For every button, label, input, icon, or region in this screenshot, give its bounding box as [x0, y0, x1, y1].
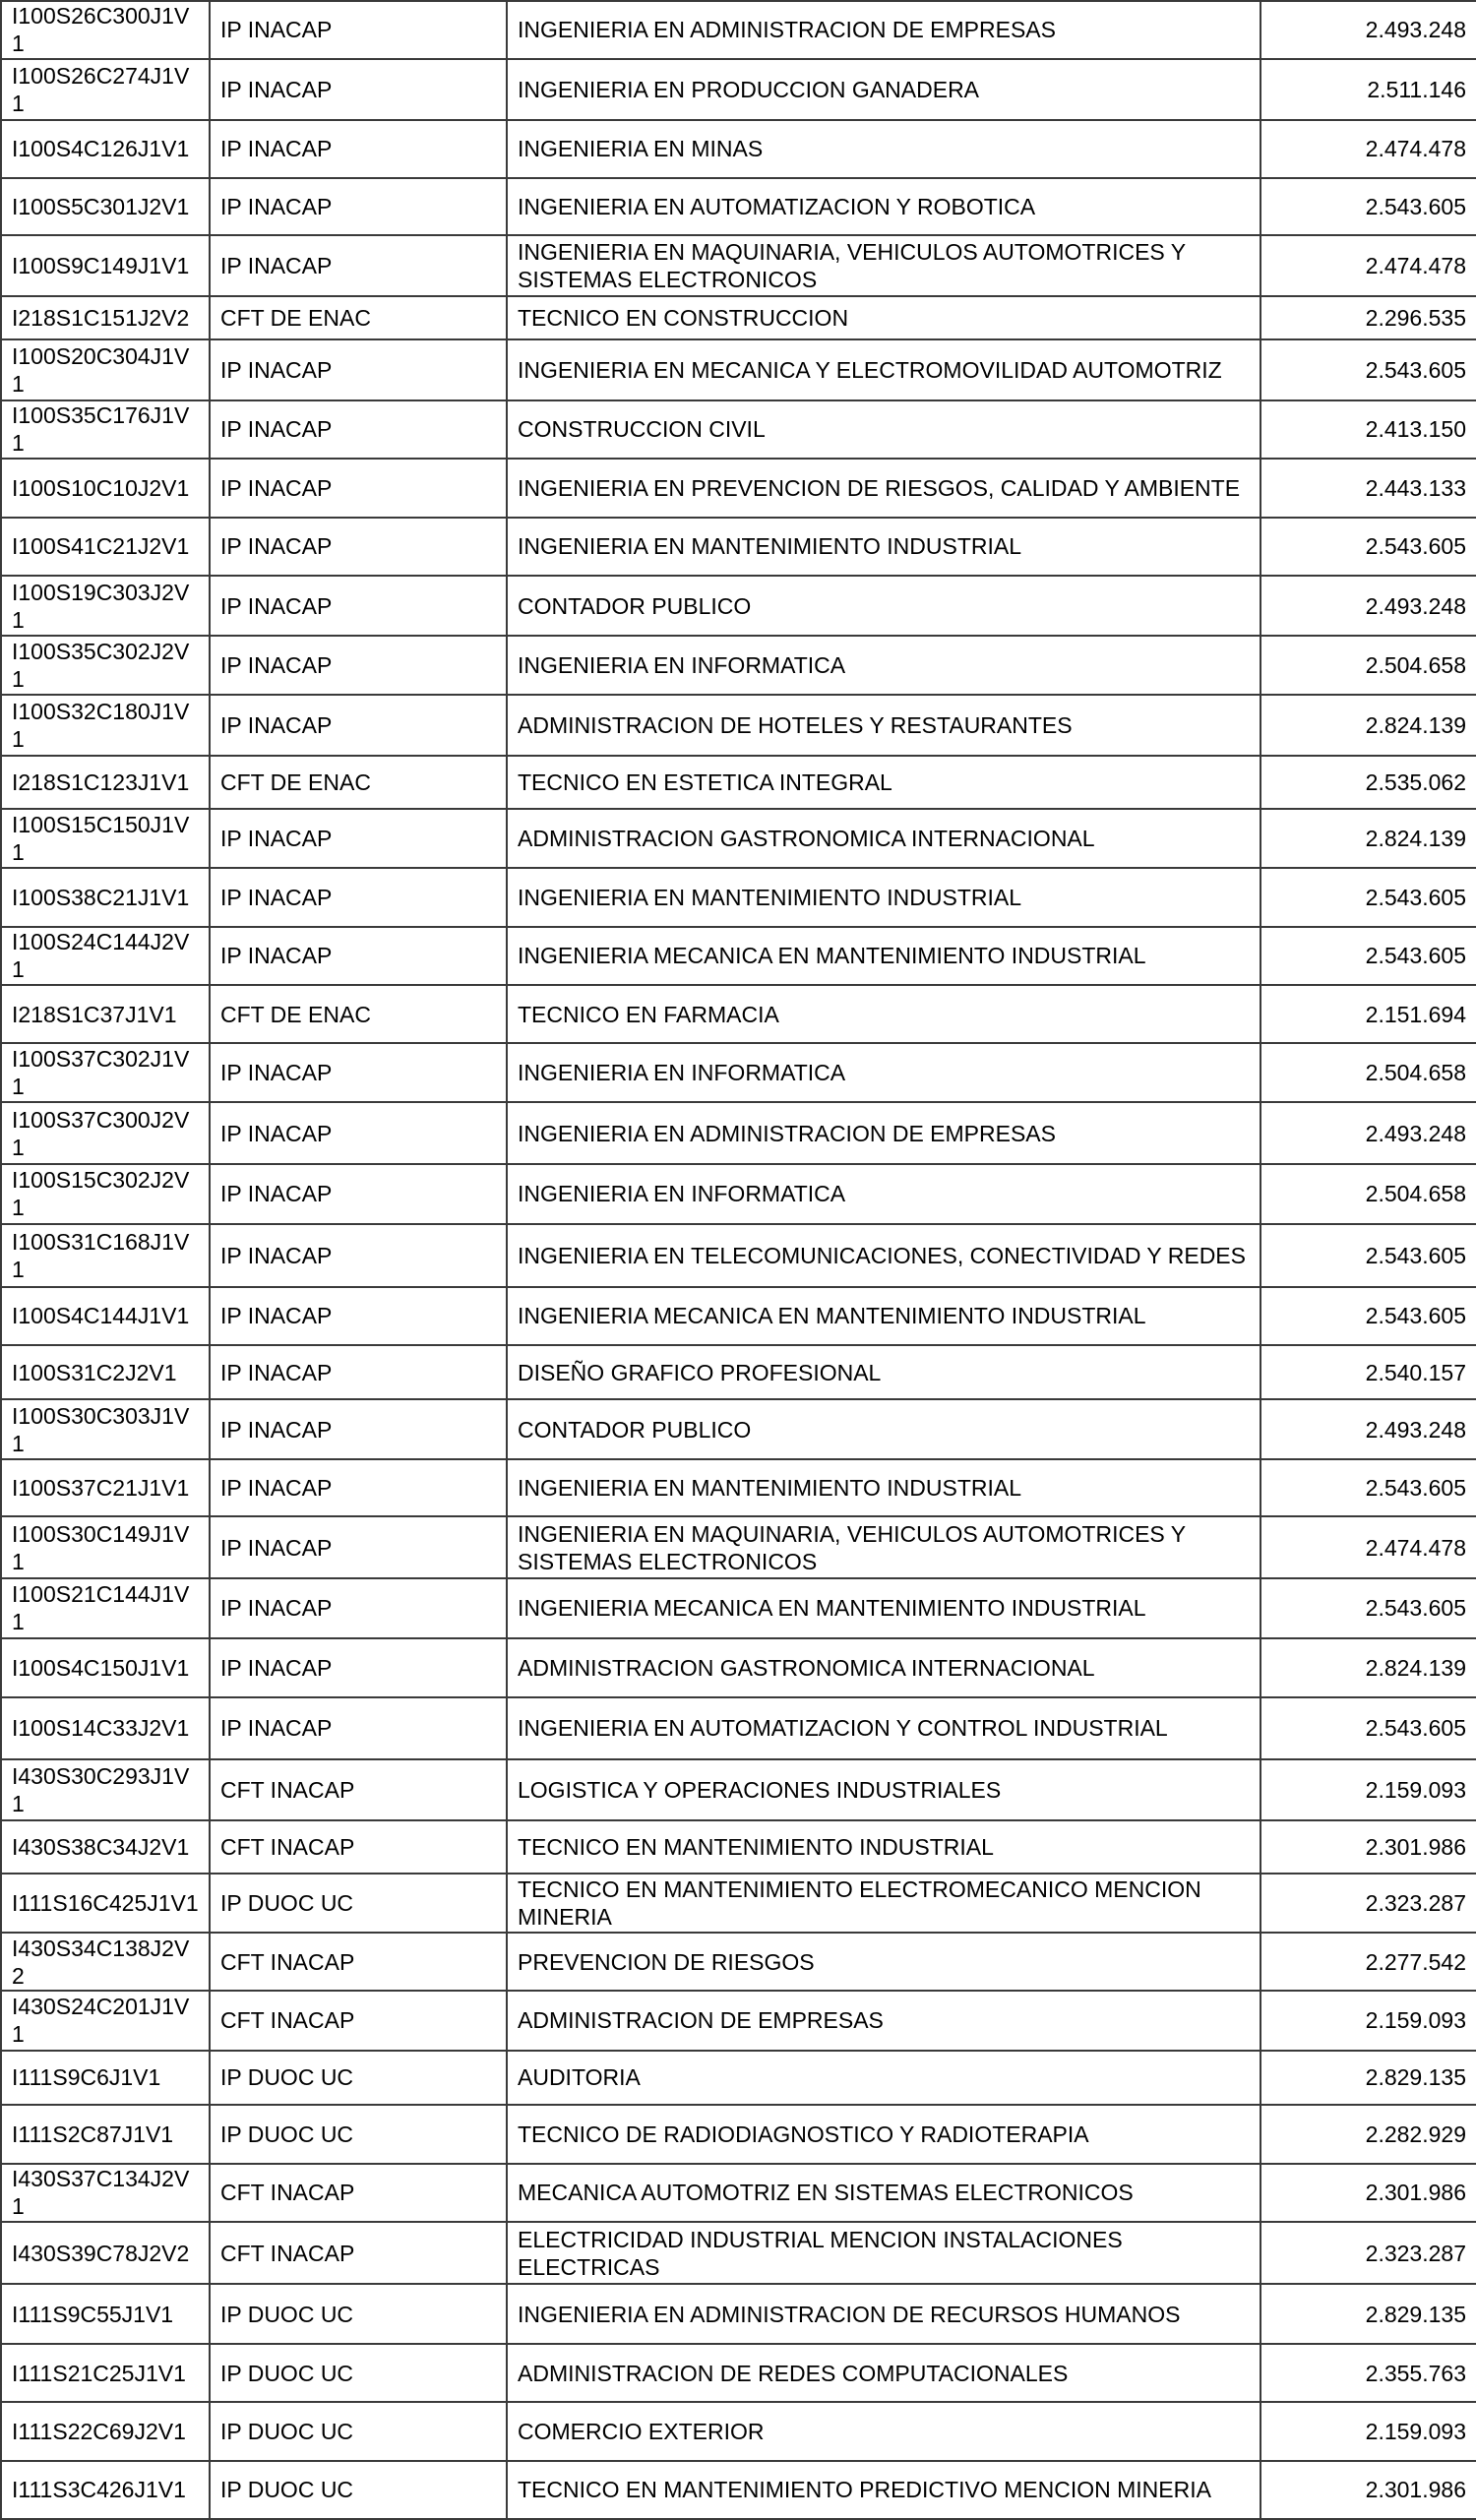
program-code: I100S35C302J2V1: [1, 636, 210, 695]
table-row: [1, 459, 1476, 518]
program-code: I100S5C301J2V1: [1, 178, 210, 236]
program-code: I100S15C302J2V1: [1, 1164, 210, 1224]
amount-value: 2.277.542: [1261, 1933, 1476, 1991]
table-row: [1, 2164, 1476, 2223]
table-row: [1, 1224, 1476, 1287]
institution-name: CFT INACAP: [210, 2164, 507, 2223]
amount-value: 2.824.139: [1261, 1638, 1476, 1697]
amount-value: 2.543.605: [1261, 1459, 1476, 1516]
institution-name: IP INACAP: [210, 1459, 507, 1516]
program-name: INGENIERIA EN AUTOMATIZACION Y ROBOTICA: [507, 178, 1261, 236]
program-code: I111S16C425J1V1: [1, 1874, 210, 1933]
institution-name: IP INACAP: [210, 1697, 507, 1759]
program-code: I100S9C149J1V1: [1, 235, 210, 296]
table-row: [1, 235, 1476, 296]
institution-name: IP INACAP: [210, 518, 507, 577]
program-name: INGENIERIA EN MANTENIMIENTO INDUSTRIAL: [507, 868, 1261, 927]
table-row: [1, 1638, 1476, 1697]
program-code: I111S9C55J1V1: [1, 2284, 210, 2344]
program-name: ADMINISTRACION DE HOTELES Y RESTAURANTES: [507, 695, 1261, 756]
amount-value: 2.493.248: [1261, 1399, 1476, 1459]
program-code: I100S35C176J1V1: [1, 400, 210, 459]
table-row: [1, 927, 1476, 986]
program-name: INGENIERIA EN MECANICA Y ELECTROMOVILIDAD AUTOMOTRIZ: [507, 339, 1261, 400]
program-name: INGENIERIA EN MINAS: [507, 120, 1261, 178]
program-name: TECNICO EN MANTENIMIENTO INDUSTRIAL: [507, 1820, 1261, 1875]
institution-name: CFT INACAP: [210, 1759, 507, 1820]
program-code: I111S2C87J1V1: [1, 2105, 210, 2164]
table-row: [1, 695, 1476, 756]
program-code: I430S34C138J2V2: [1, 1933, 210, 1991]
amount-value: 2.535.062: [1261, 756, 1476, 809]
amount-value: 2.301.986: [1261, 2461, 1476, 2519]
program-name: LOGISTICA Y OPERACIONES INDUSTRIALES: [507, 1759, 1261, 1820]
program-name: PREVENCION DE RIESGOS: [507, 1933, 1261, 1991]
program-code: I100S14C33J2V1: [1, 1697, 210, 1759]
program-code: I430S38C34J2V1: [1, 1820, 210, 1875]
table-row: [1, 296, 1476, 339]
program-name: ADMINISTRACION DE EMPRESAS: [507, 1991, 1261, 2051]
table-row: [1, 1459, 1476, 1516]
amount-value: 2.504.658: [1261, 636, 1476, 695]
table-row: [1, 2402, 1476, 2461]
program-name: INGENIERIA MECANICA EN MANTENIMIENTO INDUSTRIAL: [507, 1578, 1261, 1638]
amount-value: 2.543.605: [1261, 1224, 1476, 1287]
institution-name: IP INACAP: [210, 695, 507, 756]
table-row: [1, 1874, 1476, 1933]
program-code: I111S3C426J1V1: [1, 2461, 210, 2519]
institution-name: CFT INACAP: [210, 2222, 507, 2284]
table-row: [1, 868, 1476, 927]
program-code: I430S30C293J1V1: [1, 1759, 210, 1820]
program-name: CONTADOR PUBLICO: [507, 1399, 1261, 1459]
amount-value: 2.159.093: [1261, 1991, 1476, 2051]
program-name: TECNICO EN MANTENIMIENTO ELECTROMECANICO MENCION MINERIA: [507, 1874, 1261, 1933]
amount-value: 2.493.248: [1261, 1, 1476, 59]
institution-name: CFT INACAP: [210, 1991, 507, 2051]
institution-name: IP INACAP: [210, 1287, 507, 1345]
table-row: [1, 985, 1476, 1043]
institution-name: IP INACAP: [210, 235, 507, 296]
program-name: CONSTRUCCION CIVIL: [507, 400, 1261, 459]
program-code: I100S31C168J1V1: [1, 1224, 210, 1287]
institution-name: CFT INACAP: [210, 1820, 507, 1875]
institution-name: IP INACAP: [210, 1164, 507, 1224]
table-row: [1, 2105, 1476, 2164]
program-name: TECNICO EN FARMACIA: [507, 985, 1261, 1043]
institution-name: IP INACAP: [210, 1043, 507, 1102]
program-code: I111S9C6J1V1: [1, 2051, 210, 2105]
table-row: [1, 1, 1476, 59]
amount-value: 2.159.093: [1261, 2402, 1476, 2461]
program-code: I218S1C37J1V1: [1, 985, 210, 1043]
table-row: [1, 1345, 1476, 1400]
amount-value: 2.151.694: [1261, 985, 1476, 1043]
amount-value: 2.355.763: [1261, 2344, 1476, 2402]
table-row: [1, 2344, 1476, 2402]
program-name: INGENIERIA EN ADMINISTRACION DE EMPRESAS: [507, 1102, 1261, 1164]
program-code: I100S26C300J1V1: [1, 1, 210, 59]
program-name: ADMINISTRACION GASTRONOMICA INTERNACIONAL: [507, 1638, 1261, 1697]
table-row: [1, 120, 1476, 178]
table-row: [1, 576, 1476, 636]
amount-value: 2.493.248: [1261, 576, 1476, 636]
program-name: ELECTRICIDAD INDUSTRIAL MENCION INSTALACIONES ELECTRICAS: [507, 2222, 1261, 2284]
program-code: I218S1C151J2V2: [1, 296, 210, 339]
amount-value: 2.540.157: [1261, 1345, 1476, 1400]
program-code: I100S19C303J2V1: [1, 576, 210, 636]
program-code: I111S22C69J2V1: [1, 2402, 210, 2461]
program-code: I100S24C144J2V1: [1, 927, 210, 986]
institution-name: IP DUOC UC: [210, 2461, 507, 2519]
table-row: [1, 1578, 1476, 1638]
institution-name: IP INACAP: [210, 178, 507, 236]
program-code: I111S21C25J1V1: [1, 2344, 210, 2402]
program-name: INGENIERIA EN INFORMATICA: [507, 1043, 1261, 1102]
program-name: INGENIERIA EN INFORMATICA: [507, 1164, 1261, 1224]
program-name: INGENIERIA EN ADMINISTRACION DE EMPRESAS: [507, 1, 1261, 59]
table-row: [1, 2284, 1476, 2344]
program-name: INGENIERIA EN TELECOMUNICACIONES, CONECTIVIDAD Y REDES: [507, 1224, 1261, 1287]
program-name: INGENIERIA EN MAQUINARIA, VEHICULOS AUTOMOTRICES Y SISTEMAS ELECTRONICOS: [507, 1516, 1261, 1578]
amount-value: 2.301.986: [1261, 2164, 1476, 2223]
table-row: [1, 756, 1476, 809]
program-code: I100S10C10J2V1: [1, 459, 210, 518]
table-row: [1, 1102, 1476, 1164]
program-code: I430S39C78J2V2: [1, 2222, 210, 2284]
program-name: INGENIERIA MECANICA EN MANTENIMIENTO INDUSTRIAL: [507, 1287, 1261, 1345]
program-code: I100S30C149J1V1: [1, 1516, 210, 1578]
amount-value: 2.493.248: [1261, 1102, 1476, 1164]
institution-name: IP INACAP: [210, 927, 507, 986]
table-row: [1, 1759, 1476, 1820]
table-row: [1, 2051, 1476, 2105]
program-name: TECNICO EN ESTETICA INTEGRAL: [507, 756, 1261, 809]
program-code: I100S41C21J2V1: [1, 518, 210, 577]
institution-name: IP DUOC UC: [210, 2051, 507, 2105]
amount-value: 2.323.287: [1261, 2222, 1476, 2284]
institution-name: IP INACAP: [210, 1224, 507, 1287]
table-row: [1, 59, 1476, 120]
institution-name: IP DUOC UC: [210, 1874, 507, 1933]
table-row: [1, 1164, 1476, 1224]
program-code: I100S15C150J1V1: [1, 809, 210, 868]
program-name: INGENIERIA EN MAQUINARIA, VEHICULOS AUTOMOTRICES Y SISTEMAS ELECTRONICOS: [507, 235, 1261, 296]
amount-value: 2.296.535: [1261, 296, 1476, 339]
amount-value: 2.829.135: [1261, 2284, 1476, 2344]
table-row: [1, 1991, 1476, 2051]
program-code: I430S24C201J1V1: [1, 1991, 210, 2051]
table-row: [1, 809, 1476, 868]
institution-name: IP INACAP: [210, 576, 507, 636]
program-name: MECANICA AUTOMOTRIZ EN SISTEMAS ELECTRONICOS: [507, 2164, 1261, 2223]
institution-name: IP DUOC UC: [210, 2105, 507, 2164]
program-code: I430S37C134J2V1: [1, 2164, 210, 2223]
institution-name: IP INACAP: [210, 1516, 507, 1578]
table-row: [1, 339, 1476, 400]
amount-value: 2.504.658: [1261, 1164, 1476, 1224]
institution-name: IP DUOC UC: [210, 2284, 507, 2344]
amount-value: 2.474.478: [1261, 235, 1476, 296]
table-row: [1, 400, 1476, 459]
program-name: DISEÑO GRAFICO PROFESIONAL: [507, 1345, 1261, 1400]
program-name: INGENIERIA EN ADMINISTRACION DE RECURSOS HUMANOS: [507, 2284, 1261, 2344]
amount-value: 2.824.139: [1261, 809, 1476, 868]
program-code: I100S37C21J1V1: [1, 1459, 210, 1516]
amount-value: 2.504.658: [1261, 1043, 1476, 1102]
amount-value: 2.543.605: [1261, 1287, 1476, 1345]
table-row: [1, 1287, 1476, 1345]
table-row: [1, 636, 1476, 695]
program-name: INGENIERIA EN MANTENIMIENTO INDUSTRIAL: [507, 518, 1261, 577]
amount-value: 2.543.605: [1261, 1578, 1476, 1638]
amount-value: 2.474.478: [1261, 1516, 1476, 1578]
program-code: I100S21C144J1V1: [1, 1578, 210, 1638]
institution-name: IP INACAP: [210, 120, 507, 178]
amount-value: 2.543.605: [1261, 339, 1476, 400]
institution-name: IP INACAP: [210, 1345, 507, 1400]
program-name: INGENIERIA EN MANTENIMIENTO INDUSTRIAL: [507, 1459, 1261, 1516]
amount-value: 2.543.605: [1261, 178, 1476, 236]
program-code: I100S37C300J2V1: [1, 1102, 210, 1164]
table-row: [1, 2222, 1476, 2284]
institution-name: CFT DE ENAC: [210, 296, 507, 339]
program-code: I100S4C150J1V1: [1, 1638, 210, 1697]
amount-value: 2.323.287: [1261, 1874, 1476, 1933]
institution-name: IP DUOC UC: [210, 2402, 507, 2461]
institution-name: IP INACAP: [210, 339, 507, 400]
table-row: [1, 178, 1476, 236]
program-name: TECNICO EN MANTENIMIENTO PREDICTIVO MENCION MINERIA: [507, 2461, 1261, 2519]
program-name: AUDITORIA: [507, 2051, 1261, 2105]
institution-name: IP INACAP: [210, 1102, 507, 1164]
program-code: I100S26C274J1V1: [1, 59, 210, 120]
program-code: I100S4C126J1V1: [1, 120, 210, 178]
institution-name: IP DUOC UC: [210, 2344, 507, 2402]
institution-name: IP INACAP: [210, 636, 507, 695]
program-name: ADMINISTRACION DE REDES COMPUTACIONALES: [507, 2344, 1261, 2402]
program-name: INGENIERIA EN AUTOMATIZACION Y CONTROL INDUSTRIAL: [507, 1697, 1261, 1759]
institution-name: IP INACAP: [210, 1, 507, 59]
program-name: INGENIERIA EN INFORMATICA: [507, 636, 1261, 695]
program-name: TECNICO EN CONSTRUCCION: [507, 296, 1261, 339]
program-code: I100S37C302J1V1: [1, 1043, 210, 1102]
program-code: I100S31C2J2V1: [1, 1345, 210, 1400]
institution-name: CFT DE ENAC: [210, 756, 507, 809]
amount-value: 2.301.986: [1261, 1820, 1476, 1875]
institution-name: IP INACAP: [210, 400, 507, 459]
amount-value: 2.443.133: [1261, 459, 1476, 518]
institution-name: IP INACAP: [210, 459, 507, 518]
program-name: COMERCIO EXTERIOR: [507, 2402, 1261, 2461]
program-code: I100S38C21J1V1: [1, 868, 210, 927]
program-code: I100S32C180J1V1: [1, 695, 210, 756]
institution-name: IP INACAP: [210, 1399, 507, 1459]
institution-name: IP INACAP: [210, 868, 507, 927]
amount-value: 2.543.605: [1261, 868, 1476, 927]
program-name: INGENIERIA EN PREVENCION DE RIESGOS, CALIDAD Y AMBIENTE: [507, 459, 1261, 518]
program-code: I100S4C144J1V1: [1, 1287, 210, 1345]
institution-name: CFT INACAP: [210, 1933, 507, 1991]
amount-value: 2.511.146: [1261, 59, 1476, 120]
program-name: ADMINISTRACION GASTRONOMICA INTERNACIONAL: [507, 809, 1261, 868]
amount-value: 2.413.150: [1261, 400, 1476, 459]
program-name: CONTADOR PUBLICO: [507, 576, 1261, 636]
table-row: [1, 1043, 1476, 1102]
amount-value: 2.543.605: [1261, 1697, 1476, 1759]
table-row: [1, 2461, 1476, 2519]
program-code: I100S30C303J1V1: [1, 1399, 210, 1459]
program-code: I100S20C304J1V1: [1, 339, 210, 400]
table-row: [1, 1399, 1476, 1459]
amount-value: 2.543.605: [1261, 927, 1476, 986]
table-row: [1, 1933, 1476, 1991]
table-row: [1, 1697, 1476, 1759]
institution-name: CFT DE ENAC: [210, 985, 507, 1043]
table-row: [1, 1820, 1476, 1875]
programs-table-body: [1, 1, 1476, 2519]
institution-name: IP INACAP: [210, 1638, 507, 1697]
program-name: TECNICO DE RADIODIAGNOSTICO Y RADIOTERAPIA: [507, 2105, 1261, 2164]
amount-value: 2.543.605: [1261, 518, 1476, 577]
institution-name: IP INACAP: [210, 59, 507, 120]
institution-name: IP INACAP: [210, 1578, 507, 1638]
institution-name: IP INACAP: [210, 809, 507, 868]
amount-value: 2.829.135: [1261, 2051, 1476, 2105]
amount-value: 2.159.093: [1261, 1759, 1476, 1820]
table-row: [1, 518, 1476, 577]
table-row: [1, 1516, 1476, 1578]
program-code: I218S1C123J1V1: [1, 756, 210, 809]
amount-value: 2.282.929: [1261, 2105, 1476, 2164]
amount-value: 2.474.478: [1261, 120, 1476, 178]
program-name: INGENIERIA MECANICA EN MANTENIMIENTO INDUSTRIAL: [507, 927, 1261, 986]
amount-value: 2.824.139: [1261, 695, 1476, 756]
program-name: INGENIERIA EN PRODUCCION GANADERA: [507, 59, 1261, 120]
